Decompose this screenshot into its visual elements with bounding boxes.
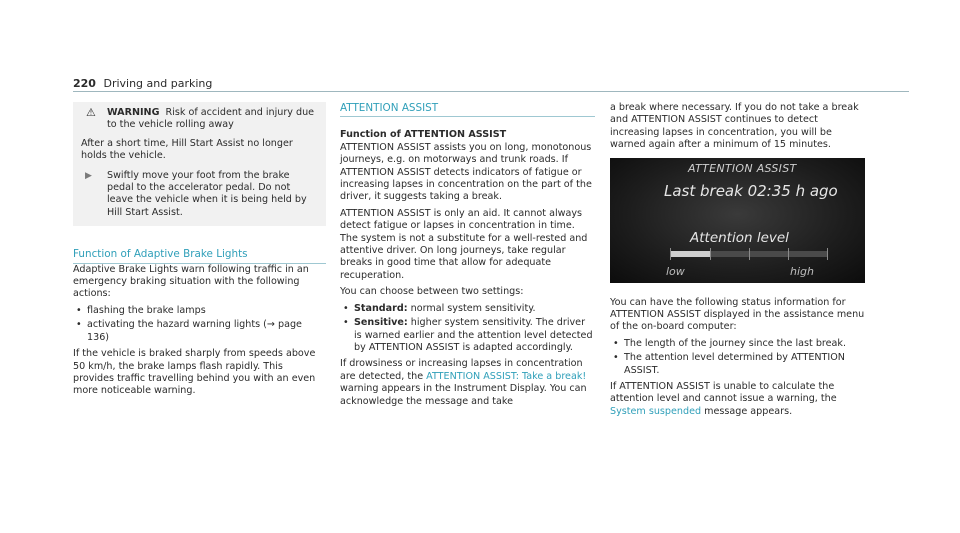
paragraph: a break where necessary. If you do not take a break and ATTENTION ASSIST continues to detect increasing lapses in concentration, you will be warned again after a minimum of 15 minutes. (610, 102, 859, 151)
list-item: • activating the hazard warning lights (→ page 136) (73, 319, 326, 344)
setting-text: normal system sensitivity. (410, 302, 536, 314)
list-item (340, 317, 595, 354)
warning-step-text: Swiftly move your foot from the brake pedal to the accelerator pedal. Do not leave the vehicle when it is being held by Hill Start Assist. (107, 169, 307, 218)
column-middle (340, 102, 595, 412)
list-item: • flashing the brake lamps (73, 305, 326, 317)
warning-body: After a short time, Hill Start Assist no longer holds the vehicle. (81, 137, 293, 162)
paragraph (340, 358, 595, 408)
section-title-attention-assist: ATTENTION ASSIST (340, 102, 595, 117)
instrument-display-image (610, 158, 865, 283)
list-item: • The attention level determined by ATTENTION ASSIST. (610, 352, 870, 377)
section-title-brake-lights: Function of Adaptive Brake Lights (73, 248, 326, 263)
paragraph: You can have the following status information for ATTENTION ASSIST displayed in the assistance menu of the on-board computer: (610, 296, 865, 333)
display-attention-level-label: Attention level (690, 229, 789, 246)
warning-box (73, 102, 326, 226)
column-left (73, 102, 326, 402)
section-name: Driving and parking (103, 77, 213, 90)
display-title: ATTENTION ASSIST (688, 161, 797, 175)
brake-lights-outro: If the vehicle is braked sharply from speeds above 50 km/h, the brake lamps flash rapidly. This provides traffic travelling behind you with an even more noticeable warning. (73, 348, 316, 397)
brake-lights-intro: Adaptive Brake Lights warn following traffic in an emergency braking situation with the following actions: (73, 263, 309, 300)
take-a-break-message-link[interactable]: ATTENTION ASSIST: Take a break! (426, 370, 587, 382)
text-run: If drowsiness or increasing lapses in concentration are detected, the (340, 358, 583, 382)
header-divider (73, 91, 909, 92)
paragraph: You can choose between two settings: (340, 286, 524, 298)
text-run: warning appears in the Instrument Display. You can acknowledge the message and take (340, 383, 587, 407)
warning-triangle-icon: ⚠ (86, 106, 96, 119)
display-last-break: Last break 02:35 h ago (664, 181, 838, 200)
attention-level-ticks (670, 248, 828, 260)
warning-step (81, 170, 318, 220)
warning-text: Risk of accident and injury due to the vehicle rolling away (107, 107, 315, 131)
list-item (340, 303, 595, 315)
setting-label: Sensitive: (354, 317, 408, 329)
paragraph: ATTENTION ASSIST is only an aid. It cannot always detect fatigue or lapses in concentration in time. The system is not a substitute for a well-rested and attentive driver. On long journeys, take regular breaks in good time that allow for adequate recuperation. (340, 207, 588, 281)
subsection-title: Function of ATTENTION ASSIST (340, 129, 507, 141)
paragraph: ATTENTION ASSIST assists you on long, monotonous journeys, e.g. on motorways and trunk roads. If ATTENTION ASSIST detects indicators of fatigue or increasing lapses in concentration on the part of the driver, it suggests taking a break. (340, 141, 592, 203)
warning-heading (81, 107, 318, 132)
setting-text: higher system sensitivity. The driver is warned earlier and the attention level detected by ATTENTION ASSIST is adapted accordingly. (354, 317, 593, 353)
list-item: • The length of the journey since the last break. (610, 338, 870, 350)
page-header (73, 77, 212, 90)
brake-lights-list (73, 305, 326, 344)
settings-list (340, 303, 595, 355)
page-number: 220 (73, 77, 96, 90)
system-suspended-message-link[interactable]: System suspended (610, 405, 702, 417)
text-run: If ATTENTION ASSIST is unable to calculate the attention level and cannot issue a warning, the (610, 381, 837, 405)
step-arrow-icon: ▶ (85, 170, 92, 181)
text-run: message appears. (704, 405, 793, 417)
column-right (610, 102, 870, 422)
paragraph (610, 381, 870, 418)
display-high-label: high (790, 264, 814, 278)
warning-label: WARNING (107, 107, 160, 118)
status-list (610, 338, 870, 377)
setting-label: Standard: (354, 302, 408, 314)
display-low-label: low (666, 264, 685, 278)
